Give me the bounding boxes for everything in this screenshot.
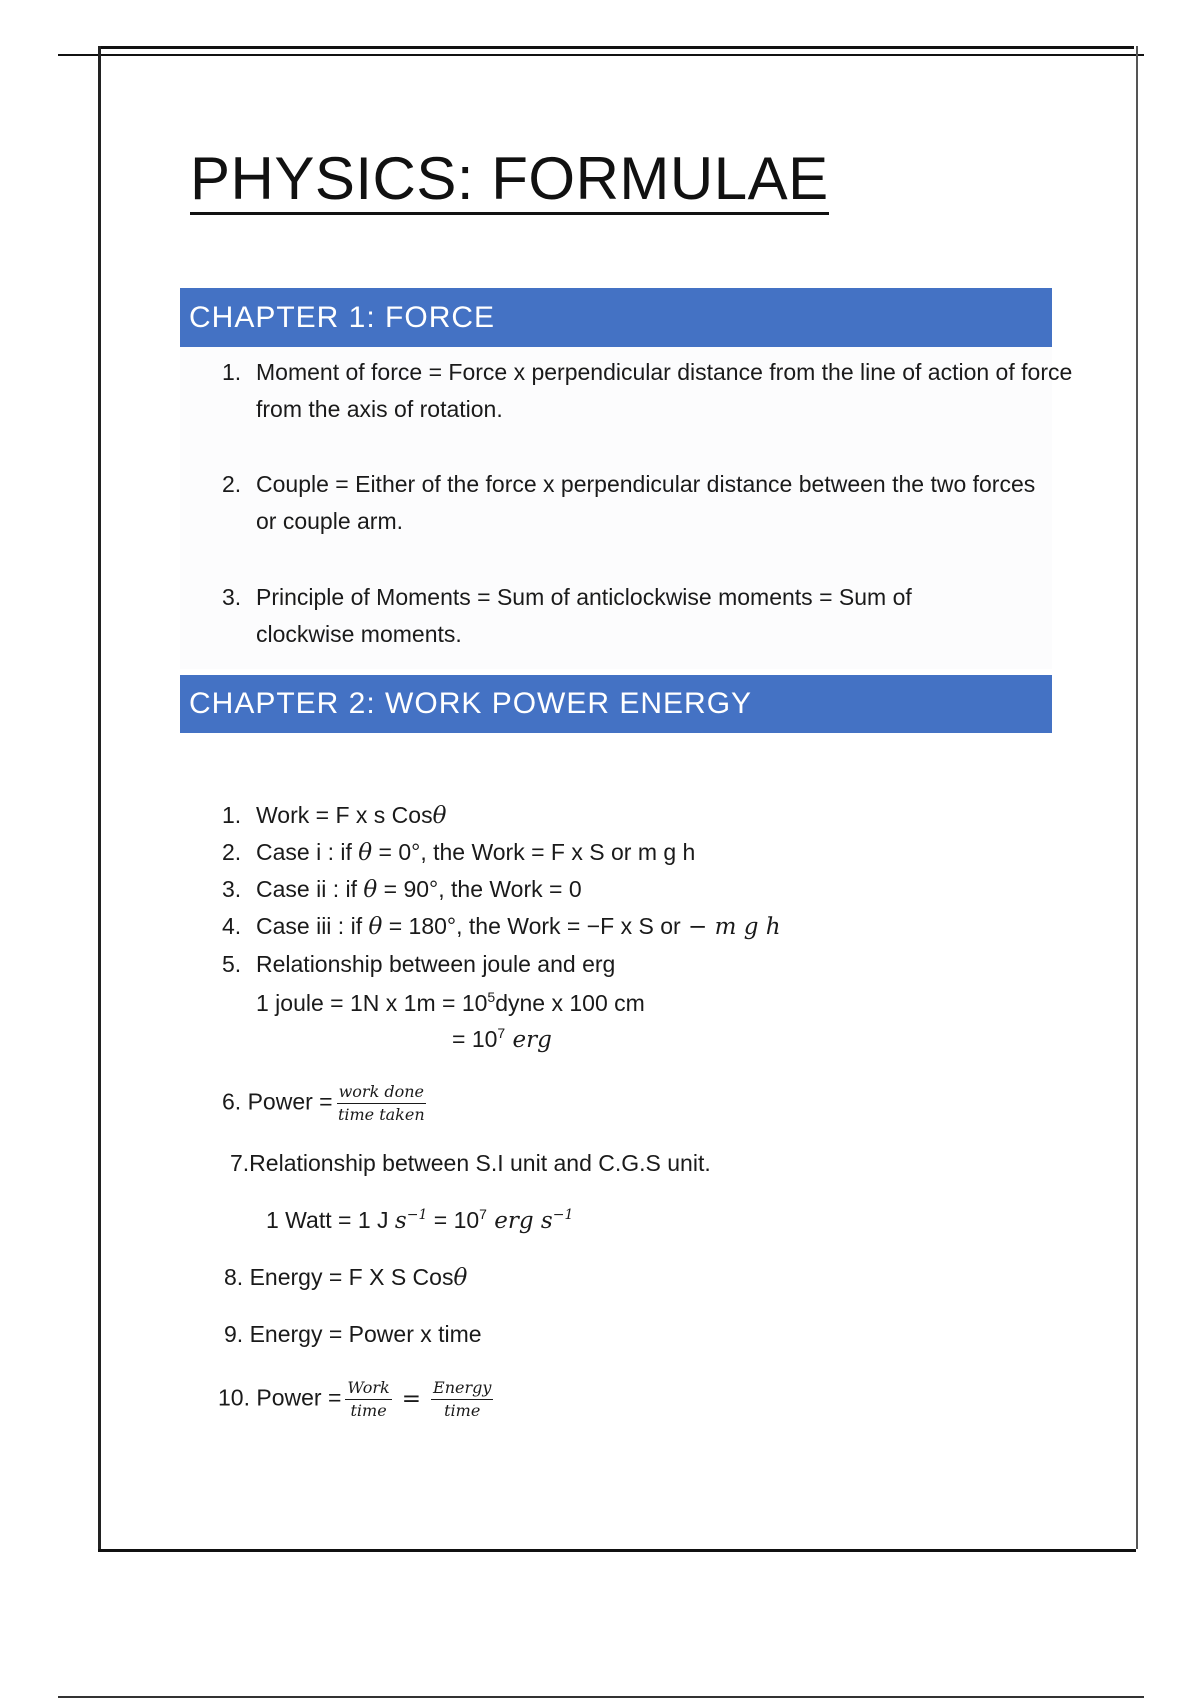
power-energy-formula: 10. Power = $\frac{\text{Work}}{\text{time}}$ = $\frac{\text{Energy}}{\text{time}}$ (218, 1378, 492, 1420)
chapter-2-heading: CHAPTER 2: WORK POWER ENERGY (180, 675, 1052, 733)
chapter-1-heading: CHAPTER 1: FORCE (180, 288, 1052, 347)
list-item: 8. Energy = F X S Cosθ (224, 1264, 468, 1291)
power-formula: 6. Power = $\frac{\text{work done}}{\text{time taken}}$ (222, 1082, 425, 1124)
fraction: $\frac{\text{work done}}{\text{time taken}}$ (337, 1082, 425, 1124)
bottom-border-line (98, 1549, 1136, 1552)
fraction: $\frac{\text{Work}}{\text{time}}$ (347, 1378, 390, 1420)
watt-relation: 1 Watt = 1 J $s^{-1} = 10^7$ erg $s^{-1}$ (266, 1206, 574, 1234)
fraction: $\frac{\text{Energy}}{\text{time}}$ (433, 1378, 492, 1420)
page-bottom-line (58, 1696, 1144, 1698)
list-item: 9. Energy = Power x time (224, 1321, 482, 1347)
joule-erg-line-2: = $10^7$ erg (452, 1025, 552, 1053)
list-item: 7.Relationship between S.I unit and C.G.S unit. (230, 1150, 711, 1176)
joule-erg-line-1: 1 joule = 1N x $1m = 10^5dyne$ x 100 cm (256, 989, 645, 1016)
page-title: PHYSICS: FORMULAE (190, 148, 829, 215)
